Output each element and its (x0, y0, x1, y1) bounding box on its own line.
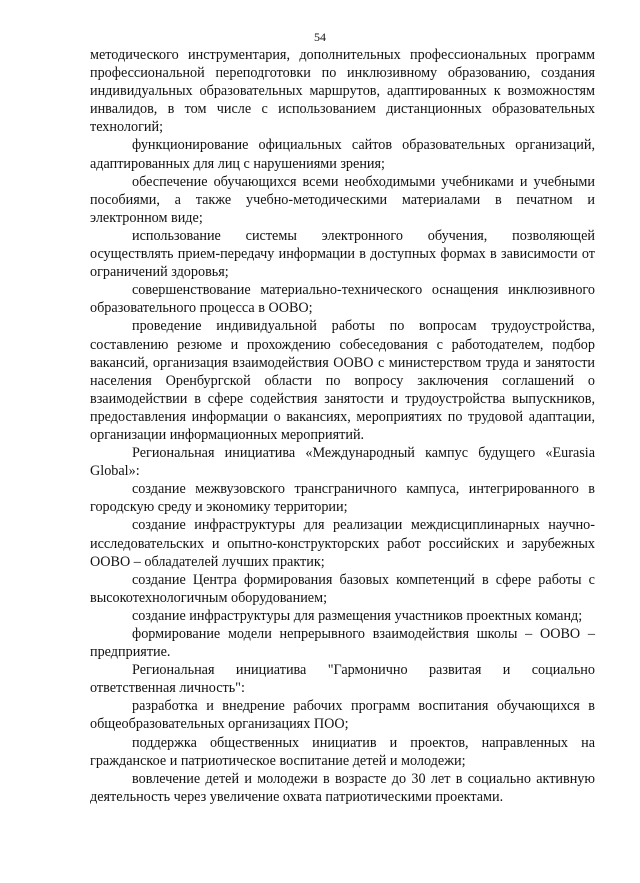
paragraph: разработка и внедрение рабочих программ воспитания обучающихся в общеобразовательных организациях ПОО; (90, 698, 595, 733)
paragraph: методического инструментария, дополнительных профессиональных программ профессиональной переподготовки по инклюзивному образованию, создания индивидуальных образовательных маршрутов, адаптированных к возможностям инвалидов, в том числе с использованием дистанционных образовательных технологий; (90, 47, 595, 136)
paragraph: Региональная инициатива «Международный кампус будущего «Eurasia Global»: (90, 445, 595, 480)
paragraph: Региональная инициатива "Гармонично развитая и социально ответственная личность": (90, 662, 595, 697)
paragraph: использование системы электронного обучения, позволяющей осуществлять прием-передачу информации в доступных формах в зависимости от ограничений здоровья; (90, 227, 595, 281)
page-number: 54 (314, 30, 326, 44)
paragraph: создание межвузовского трансграничного кампуса, интегрированного в городскую среду и экономику территории; (90, 481, 595, 516)
document-body (90, 46, 595, 806)
paragraph: совершенствование материально-технического оснащения инклюзивного образовательного процесса в ООВО; (90, 282, 595, 317)
paragraph: проведение индивидуальной работы по вопросам трудоустройства, составлению резюме и прохождению собеседования с работодателем, подбор вакансий, организация взаимодействия ООВО с министерством труда и занятости населения Оренбургской области по вопросу заключения соглашений о взаимодействии в сфере содействия занятости и трудоустройства выпускников, предоставления информации о вакансиях, мероприятиях по трудовой адаптации, организации информационных мероприятий. (90, 318, 595, 443)
paragraph: создание Центра формирования базовых компетенций в сфере работы с высокотехнологичным оборудованием; (90, 571, 595, 606)
paragraph: обеспечение обучающихся всеми необходимыми учебниками и учебными пособиями, а также учебно-методическими материалами в печатном и электронном виде; (90, 173, 595, 226)
paragraph: функционирование официальных сайтов образовательных организаций, адаптированных для лиц с нарушениями зрения; (90, 137, 595, 172)
paragraph: создание инфраструктуры для реализации междисциплинарных научно-исследовательских и опытно-конструкторских работ российских и зарубежных ООВО – обладателей лучших практик; (90, 517, 595, 570)
paragraph: формирование модели непрерывного взаимодействия школы – ООВО – предприятие. (90, 626, 595, 661)
paragraph: поддержка общественных инициатив и проектов, направленных на гражданское и патриотическое воспитание детей и молодежи; (90, 734, 595, 769)
paragraph: вовлечение детей и молодежи в возрасте до 30 лет в социально активную деятельность через увеличение охвата патриотическими проектами. (90, 770, 595, 805)
paragraph: создание инфраструктуры для размещения участников проектных команд; (132, 607, 583, 624)
